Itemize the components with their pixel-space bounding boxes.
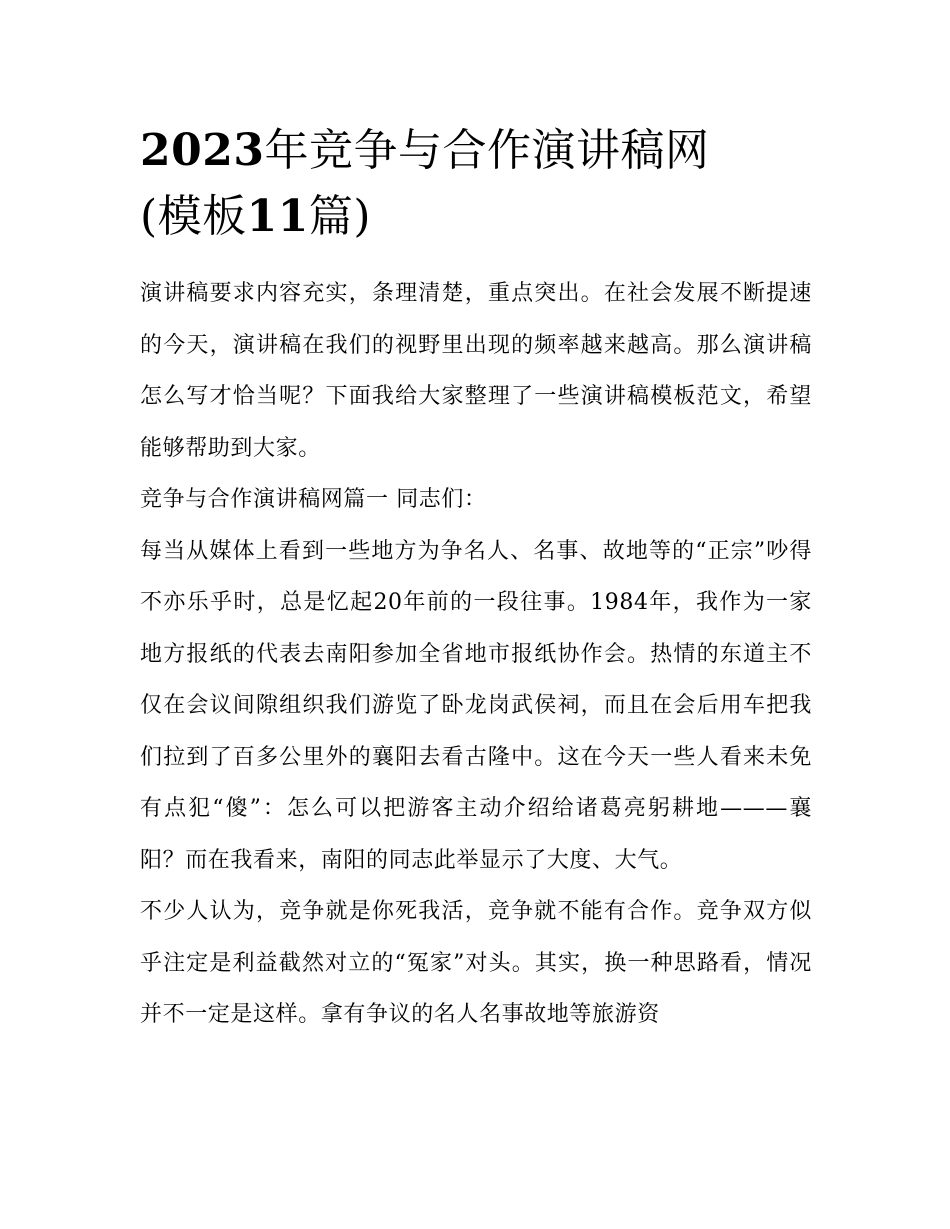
document-title	[140, 118, 812, 250]
title-text: 年竞争与合作演讲稿网	[264, 125, 710, 176]
intro-paragraph: 演讲稿要求内容充实，条理清楚，重点突出。在社会发展不断提速的今天，演讲稿在我们的视野里出现的频率越来越高。那么演讲稿怎么写才恰当呢？下面我给大家整理了一些演讲稿模板范文，希望能够帮助到大家。	[140, 281, 812, 461]
section-heading-paragraph: 竞争与合作演讲稿网篇一 同志们：	[140, 487, 487, 512]
title-open-paren: (	[140, 191, 158, 242]
title-template: 模板	[157, 191, 247, 242]
title-count: 11	[246, 191, 309, 242]
body-paragraph: 不少人认为，竞争就是你死我活，竞争就不能有合作。竞争双方似乎注定是利益截然对立的“冤家”对头。其实，换一种思路看，情况并不一定是这样。拿有争议的名人名事故地等旅游资	[140, 899, 812, 1027]
document-content	[140, 118, 812, 1041]
body-paragraph: 每当从媒体上看到一些地方为争名人、名事、故地等的“正宗”吵得不亦乐乎时，总是忆起20年前的一段往事。1984年，我作为一家地方报纸的代表去南阳参加全省地市报纸协作会。热情的东道主不仅在会议间隙组织我们游览了卧龙岗武侯祠，而且在会后用车把我们拉到了百多公里外的襄阳去看古隆中。这在今天一些人看来未免有点犯“傻”：怎么可以把游客主动介绍给诸葛亮躬耕地———襄阳？而在我看来，南阳的同志此举显示了大度、大气。	[140, 538, 812, 873]
title-close: 篇)	[308, 191, 372, 242]
title-year: 2023	[140, 125, 265, 176]
